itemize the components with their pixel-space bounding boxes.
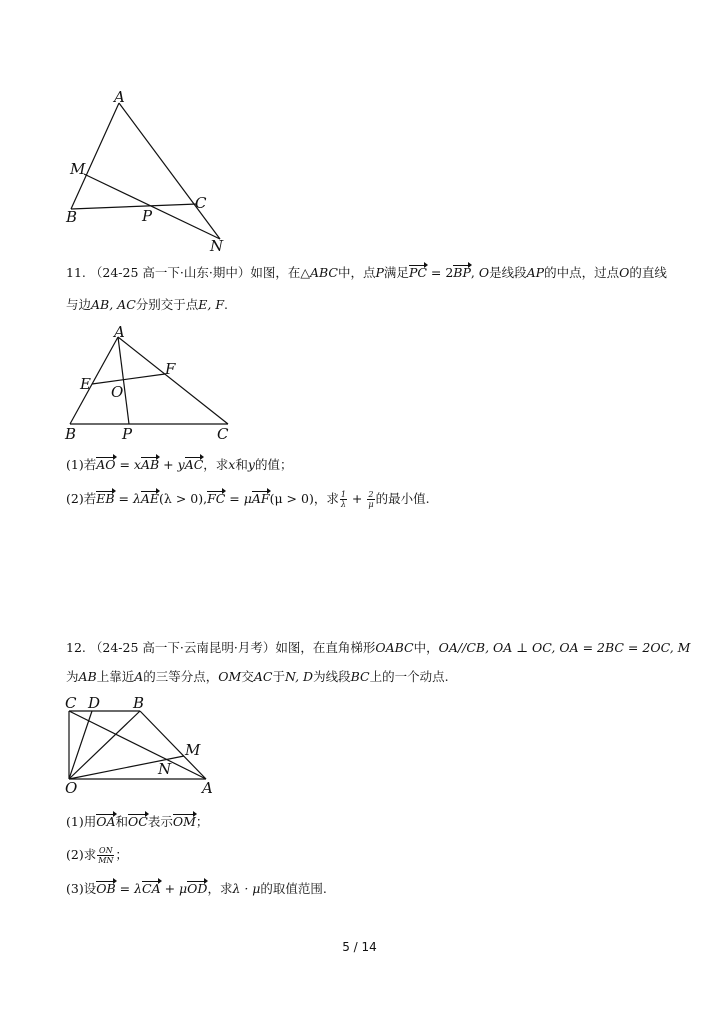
var-x: x: [133, 457, 141, 472]
text: ，求: [203, 457, 229, 472]
edge-ac: [118, 337, 228, 424]
vector-ob: OB: [96, 881, 116, 896]
q11-source: （24-25 高一下·山东·期中）: [89, 265, 251, 280]
q12-points: N, D: [284, 669, 314, 684]
label-b: B: [133, 694, 145, 712]
q11-part1: [66, 456, 292, 474]
q11-part2: [66, 490, 430, 509]
q12-text: 于: [272, 669, 285, 684]
vector-ca: CA: [142, 881, 161, 896]
label-o: O: [65, 779, 78, 797]
q12-text: 交: [241, 669, 254, 684]
var-lambda: λ: [132, 491, 141, 506]
q12-line1: [66, 639, 690, 657]
fraction-on-mn: [97, 846, 114, 865]
q12-text: 上靠近: [96, 669, 135, 684]
q12-segment: BC: [350, 669, 370, 684]
math: =: [225, 491, 244, 506]
q11-point: O: [478, 265, 490, 280]
math: (λ > 0),: [159, 491, 208, 506]
q12-part2: [66, 846, 128, 865]
q12-text: 中，: [413, 640, 439, 655]
segment-ef: [92, 374, 165, 384]
q12-text: 的三等分点，: [143, 669, 219, 684]
vector-ao: AO: [96, 457, 116, 472]
edge-ab: [71, 103, 119, 209]
part-prefix: (1)若: [66, 457, 97, 472]
vector-od: OD: [187, 881, 208, 896]
q12-segment: AC: [253, 669, 273, 684]
q11-text: 满足: [383, 265, 409, 280]
q11-text: 分别交于点: [135, 297, 199, 312]
q11-text: 的中点，过点: [544, 265, 620, 280]
var-lambda: λ: [134, 881, 143, 896]
vector-eb: EB: [96, 491, 115, 506]
q12-point: A: [134, 669, 144, 684]
q11-points: E, F: [198, 297, 225, 312]
label-c: C: [65, 694, 77, 712]
label-f: F: [165, 360, 176, 378]
q11-text: 的直线: [629, 265, 667, 280]
label-c: C: [217, 425, 229, 443]
label-p: P: [122, 425, 133, 443]
part-prefix: (3)设: [66, 881, 97, 896]
label-c: C: [195, 194, 207, 212]
var-x: x: [228, 457, 236, 472]
math: =: [115, 881, 135, 896]
denominator: λ: [340, 500, 346, 509]
math: +: [347, 491, 367, 506]
q11-segment: AP: [526, 265, 545, 280]
q12-trapezoid: OABC: [375, 640, 414, 655]
q11-text: 与边: [66, 297, 92, 312]
q12-number: 12.: [66, 640, 86, 655]
var-y: y: [247, 457, 255, 472]
vector-om: OM: [172, 814, 196, 829]
label-d: D: [88, 694, 101, 712]
page-number: 5 / 14: [342, 940, 377, 954]
label-n: N: [210, 237, 224, 255]
numerator: ON: [99, 846, 113, 855]
q11-point: O: [619, 265, 630, 280]
label-m: M: [70, 160, 86, 178]
q12-segment: AB: [78, 669, 97, 684]
text: ；: [195, 814, 209, 829]
figure-triangle-abc-ef: [60, 325, 240, 445]
label-e: E: [80, 375, 91, 393]
text: 的取值范围.: [260, 881, 327, 896]
denominator: MN: [98, 856, 114, 865]
edge-bc: [71, 204, 197, 209]
q12-text: 如图，在直角梯形: [275, 640, 376, 655]
q11-line2: [66, 296, 228, 314]
q11-text: .: [224, 297, 229, 312]
denominator: μ: [368, 500, 374, 509]
numerator: 2: [368, 490, 374, 499]
q12-text: 为线段: [313, 669, 351, 684]
vector-ab: AB: [140, 457, 160, 472]
text: ，求: [207, 881, 233, 896]
label-a: A: [114, 323, 125, 341]
q12-segment: OM: [218, 669, 242, 684]
vector-ae: AE: [140, 491, 160, 506]
q12-line2: [66, 668, 449, 686]
vector-oc: OC: [128, 814, 148, 829]
vector-pc: PC: [408, 265, 427, 280]
text: 和: [235, 457, 248, 472]
q12-source: （24-25 高一下·云南昆明·月考）: [89, 640, 276, 655]
math: =: [114, 491, 133, 506]
q12-part1: [66, 813, 208, 831]
q11-sides: AB, AC: [91, 297, 136, 312]
q11-point: P: [375, 265, 384, 280]
vector-af: AF: [251, 491, 270, 506]
edge-ab: [70, 337, 118, 424]
var-mu: μ: [179, 881, 188, 896]
q11-math: ,: [470, 265, 479, 280]
q11-line1: [66, 264, 667, 282]
text: 的最小值.: [375, 491, 430, 506]
q11-number: 11.: [66, 265, 86, 280]
label-m: M: [185, 741, 201, 759]
label-a: A: [202, 779, 213, 797]
q12-part3: [66, 880, 327, 898]
text: 和: [115, 814, 129, 829]
label-b: B: [65, 425, 77, 443]
part-prefix: (2)求: [66, 847, 97, 862]
label-o: O: [111, 383, 124, 401]
label-n: N: [158, 760, 172, 778]
part-prefix: (2)若: [66, 491, 97, 506]
q12-text: 上的一个动点.: [369, 669, 449, 684]
fraction-2-mu: [367, 490, 374, 509]
numerator: 1: [340, 490, 346, 499]
label-b: B: [66, 208, 78, 226]
q11-text: 中，点: [337, 265, 376, 280]
var-y: y: [177, 457, 185, 472]
line-an: [119, 103, 220, 239]
figure-triangle-abc-mn: [60, 88, 240, 258]
q11-text: 如图，在△: [250, 265, 310, 280]
text: 的值；: [254, 457, 293, 472]
text: 表示: [147, 814, 173, 829]
q11-triangle: ABC: [309, 265, 338, 280]
vector-ac: AC: [184, 457, 204, 472]
vector-oa: OA: [96, 814, 116, 829]
fraction-1-lambda: [340, 490, 347, 509]
q11-text: 是线段: [489, 265, 527, 280]
text: ，求: [313, 491, 339, 506]
math: (μ > 0): [269, 491, 314, 506]
q11-math: = 2: [426, 265, 454, 280]
math: +: [159, 457, 178, 472]
q12-text: 为: [66, 669, 79, 684]
part-prefix: (1)用: [66, 814, 97, 829]
q12-conditions: OA//CB, OA ⊥ OC, OA = 2BC = 2OC, M: [438, 640, 691, 655]
vector-bp: BP: [453, 265, 471, 280]
math: +: [160, 881, 180, 896]
figure-trapezoid-oabc: [60, 694, 230, 804]
math: =: [115, 457, 134, 472]
diagonal-ob: [69, 711, 140, 779]
label-p: P: [142, 207, 153, 225]
var-mu: μ: [243, 491, 252, 506]
vector-fc: FC: [207, 491, 226, 506]
text: ；: [115, 847, 128, 862]
label-a: A: [114, 88, 125, 106]
expression-lambda-mu: λ · μ: [232, 881, 261, 896]
